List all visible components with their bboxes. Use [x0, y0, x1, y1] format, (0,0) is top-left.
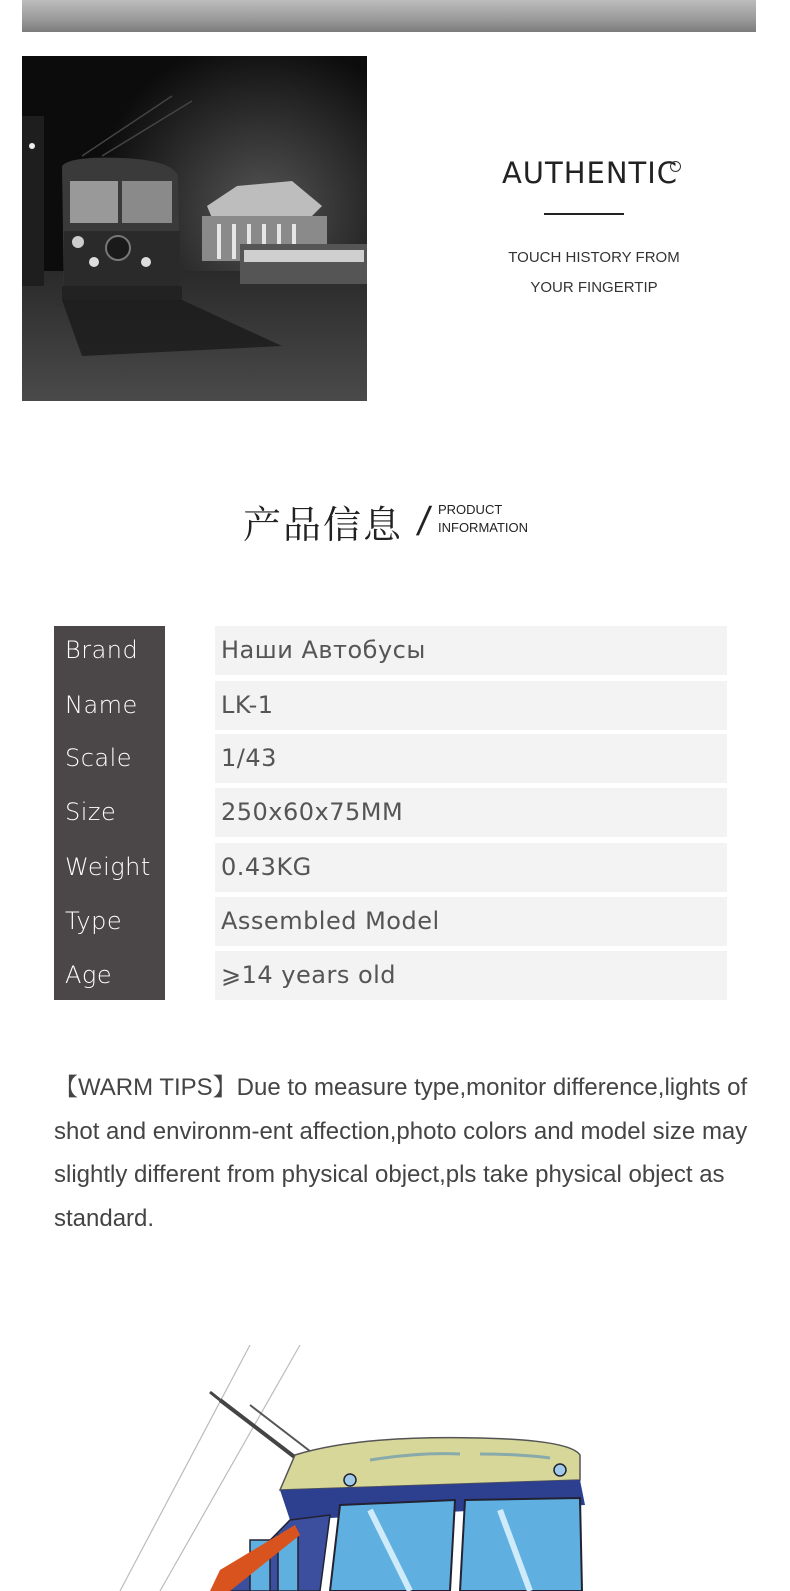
info-label: Weight: [65, 853, 151, 881]
info-value: 0.43KG: [215, 843, 727, 892]
info-label: Brand: [65, 636, 139, 664]
info-value: Наши Автобусы: [215, 626, 727, 675]
authentic-subtitle: [480, 243, 708, 303]
info-row-age: [54, 951, 727, 1000]
info-row-type: [54, 897, 727, 946]
info-value: LK-1: [215, 681, 727, 730]
night-trolleybus-photo: [22, 56, 367, 401]
info-value: ⩾14 years old: [215, 951, 727, 1000]
info-row-weight: [54, 843, 727, 892]
info-label: Age: [65, 961, 113, 989]
info-label: Size: [65, 798, 117, 826]
section-title-en: [438, 501, 528, 537]
trolleybus-illustration: [100, 1330, 620, 1591]
authentic-divider: [544, 213, 624, 215]
degree-circle-icon: [670, 161, 681, 172]
info-label: Name: [65, 691, 138, 719]
info-value: 250x60x75MM: [215, 788, 727, 837]
section-slash: /: [415, 500, 434, 541]
info-row-brand: [54, 626, 727, 675]
warm-tips-text: 【WARM TIPS】Due to measure type,monitor difference,lights of shot and environm-ent affection,photo colors and model size may slightly different from physical object,pls take physical object as standard.: [54, 1074, 748, 1232]
authentic-subtitle-line1: TOUCH HISTORY FROM: [508, 249, 680, 266]
authentic-title: AUTHENTIC: [501, 156, 679, 190]
info-value: Assembled Model: [215, 897, 727, 946]
info-row-scale: [54, 734, 727, 783]
section-title-en-line1: PRODUCT: [438, 502, 503, 517]
info-label: Type: [65, 907, 123, 935]
authentic-subtitle-line2: YOUR FINGERTIP: [530, 279, 658, 296]
top-texture-strip: [22, 0, 756, 32]
section-title-en-line2: INFORMATION: [438, 520, 529, 535]
section-title-cn: 产品信息: [243, 503, 404, 547]
info-value: 1/43: [215, 734, 727, 783]
info-label: Scale: [65, 744, 133, 772]
info-row-size: [54, 788, 727, 837]
info-row-name: [54, 681, 727, 730]
